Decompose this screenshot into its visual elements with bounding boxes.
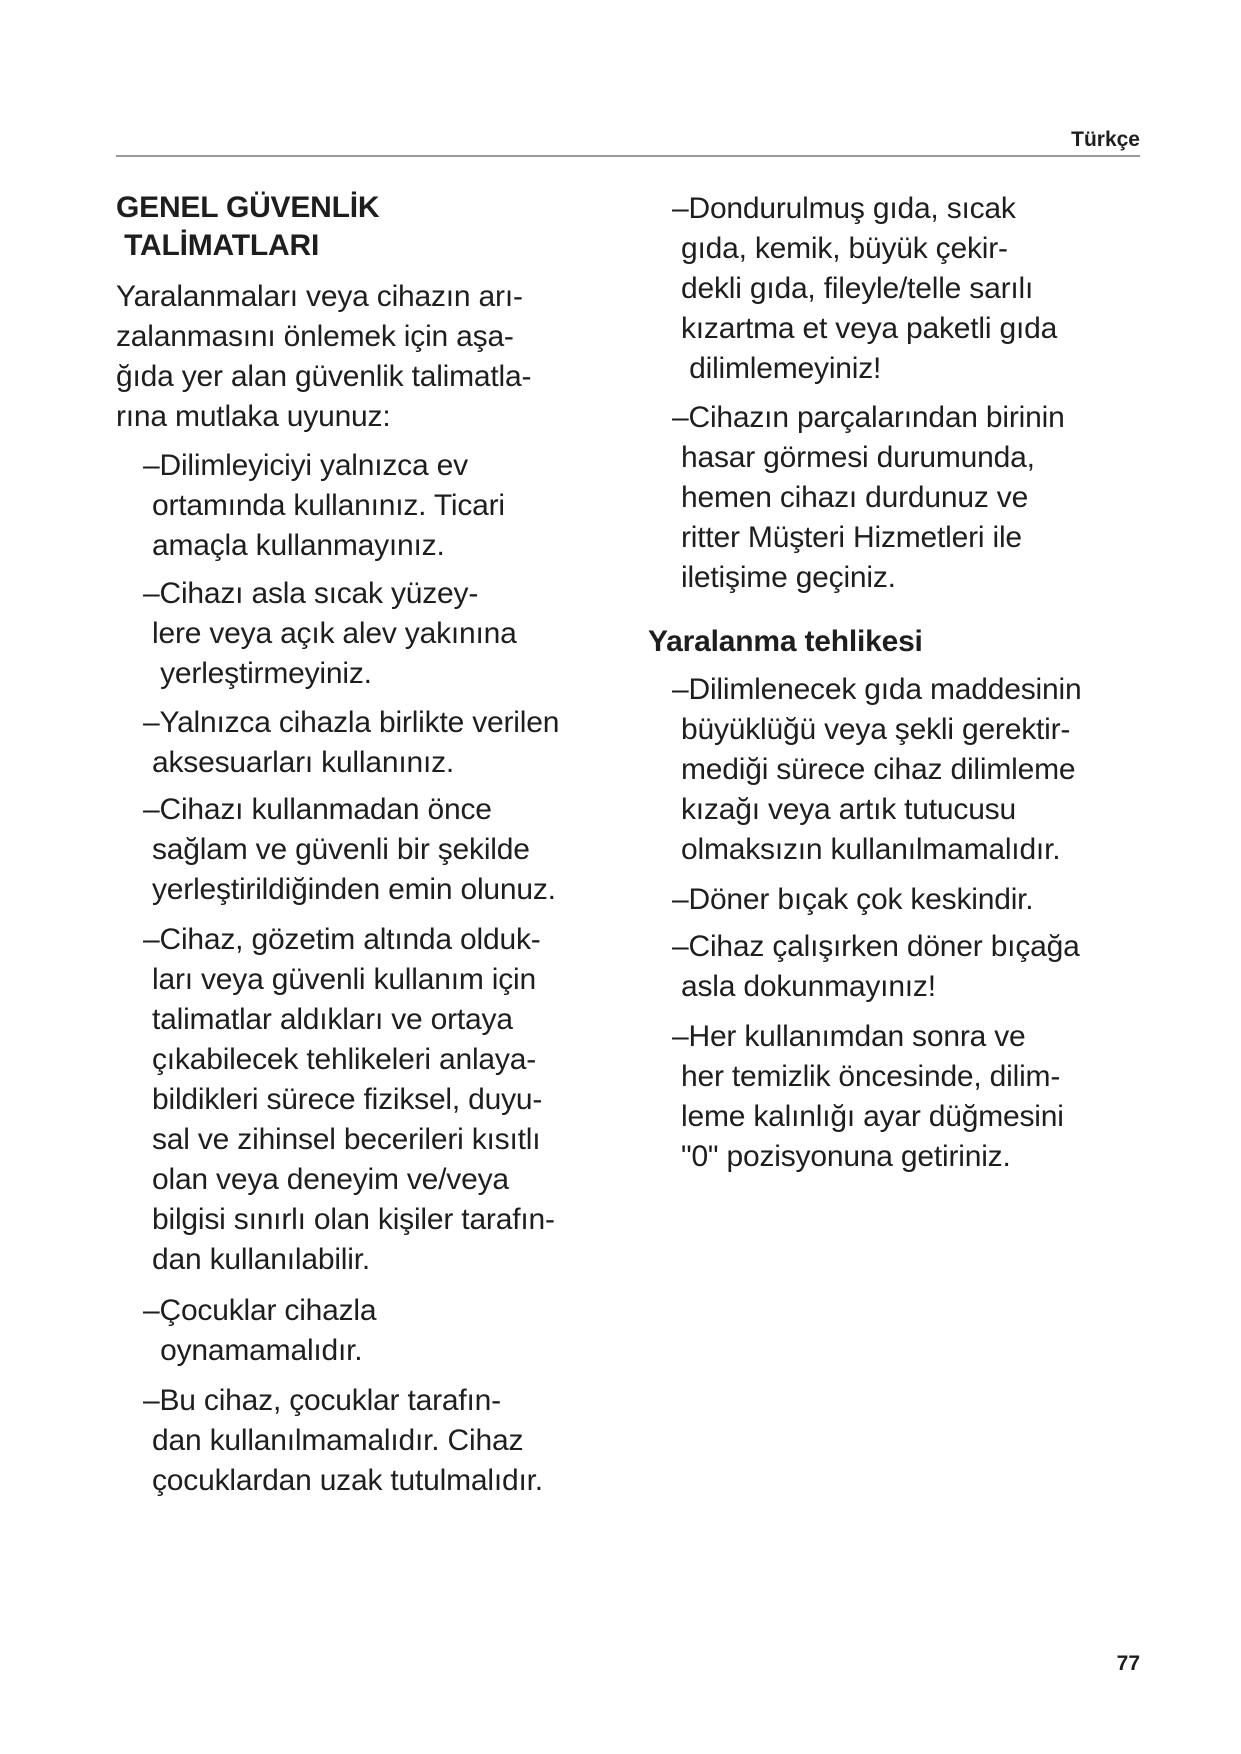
bullet-item <box>143 1291 376 1371</box>
text-line: olmaksızın kullanılmamalıdır. <box>681 833 1061 866</box>
text-line: hasar görmesi durumunda, <box>681 441 1035 474</box>
text-line: "0" pozisyonuna getiriniz. <box>681 1140 1011 1173</box>
text-line: dekli gıda, fileyle/telle sarılı <box>681 272 1034 305</box>
bullet-item <box>143 790 556 910</box>
text-line: Yaralanmaları veya cihazın arı- <box>116 280 523 313</box>
subsection-heading <box>648 622 923 662</box>
text-line: yerleştirmeyiniz. <box>152 657 372 690</box>
text-line: talimatlar aldıkları ve ortaya <box>152 1003 513 1036</box>
text-line: ritter Müşteri Hizmetleri ile <box>681 521 1022 554</box>
page-number: 77 <box>1116 1652 1140 1675</box>
bullet-item <box>143 1381 543 1501</box>
text-line: kızağı veya artık tutucusu <box>681 793 1016 826</box>
text-line: mediği sürece cihaz dilimleme <box>681 753 1076 786</box>
text-line: TALİMATLARI <box>116 229 320 262</box>
bullet-item <box>143 920 555 1280</box>
text-line: dan kullanılabilir. <box>152 1243 371 1276</box>
bullet-item <box>143 703 559 783</box>
text-line: dilimlemeyiniz! <box>681 352 882 385</box>
text-line: Yaralanma tehlikesi <box>648 625 923 658</box>
text-line: rına mutlaka uyunuz: <box>116 400 391 433</box>
text-line: dan kullanılmamalıdır. Cihaz <box>152 1424 524 1457</box>
text-line: çıkabilecek tehlikeleri anlaya- <box>152 1043 536 1076</box>
text-line: olan veya deneyim ve/veya <box>152 1163 509 1196</box>
text-line: çocuklardan uzak tutulmalıdır. <box>152 1464 543 1497</box>
bullet-item <box>672 189 1057 389</box>
text-line: –Cihaz çalışırken döner bıçağa <box>672 930 1080 963</box>
section-heading <box>116 189 379 265</box>
text-line: gıda, kemik, büyük çekir- <box>681 232 1008 265</box>
text-line: asla dokunmayınız! <box>681 970 936 1003</box>
text-line: sal ve zihinsel becerileri kısıtlı <box>152 1123 541 1156</box>
text-line: –Dondurulmuş gıda, sıcak <box>672 192 1016 225</box>
text-line: –Döner bıçak çok keskindir. <box>672 883 1034 916</box>
bullet-item <box>672 1017 1064 1177</box>
header-divider <box>116 155 1140 157</box>
text-line: her temizlik öncesinde, dilim- <box>681 1060 1061 1093</box>
text-line: ları veya güvenli kullanım için <box>152 963 536 996</box>
text-line: yerleştirildiğinden emin olunuz. <box>152 873 556 906</box>
text-line: –Cihazı kullanmadan önce <box>143 793 492 826</box>
text-line: bildikleri sürece fiziksel, duyu- <box>152 1083 543 1116</box>
text-line: –Dilimleyiciyi yalnızca ev <box>143 449 468 482</box>
text-line: lere veya açık alev yakınına <box>152 617 517 650</box>
bullet-item <box>672 927 1080 1007</box>
intro-paragraph <box>116 277 531 437</box>
text-line: oynamamalıdır. <box>152 1334 363 1367</box>
text-line: leme kalınlığı ayar düğmesini <box>681 1100 1064 1133</box>
text-line: –Bu cihaz, çocuklar tarafın- <box>143 1384 501 1417</box>
bullet-item <box>143 446 505 566</box>
text-line: hemen cihazı durdunuz ve <box>681 481 1029 514</box>
text-line: –Dilimlenecek gıda maddesinin <box>672 673 1082 706</box>
text-line: bilgisi sınırlı olan kişiler tarafın- <box>152 1203 555 1236</box>
bullet-item <box>672 670 1081 870</box>
bullet-item <box>672 398 1065 598</box>
text-line: –Çocuklar cihazla <box>143 1294 377 1327</box>
text-line: iletişime geçiniz. <box>681 561 896 594</box>
text-line: zalanmasını önlemek için aşa- <box>116 320 514 353</box>
text-line: büyüklüğü veya şekli gerektir- <box>681 713 1071 746</box>
text-line: –Cihazı asla sıcak yüzey- <box>143 577 479 610</box>
text-line: –Cihaz, gözetim altında olduk- <box>143 923 541 956</box>
text-line: aksesuarları kullanınız. <box>152 746 455 779</box>
header-language: Türkçe <box>1071 128 1140 151</box>
text-line: ğıda yer alan güvenlik talimatla- <box>116 360 532 393</box>
text-line: –Cihazın parçalarından birinin <box>672 401 1065 434</box>
text-line: –Her kullanımdan sonra ve <box>672 1020 1026 1053</box>
text-line: amaçla kullanmayınız. <box>152 529 445 562</box>
text-line: –Yalnızca cihazla birlikte verilen <box>143 706 560 739</box>
bullet-item <box>672 880 1033 920</box>
text-line: sağlam ve güvenli bir şekilde <box>152 833 530 866</box>
text-line: ortamında kullanınız. Ticari <box>152 489 505 522</box>
text-line: kızartma et veya paketli gıda <box>681 312 1058 345</box>
bullet-item <box>143 574 517 694</box>
text-line: GENEL GÜVENLİK <box>116 191 380 224</box>
